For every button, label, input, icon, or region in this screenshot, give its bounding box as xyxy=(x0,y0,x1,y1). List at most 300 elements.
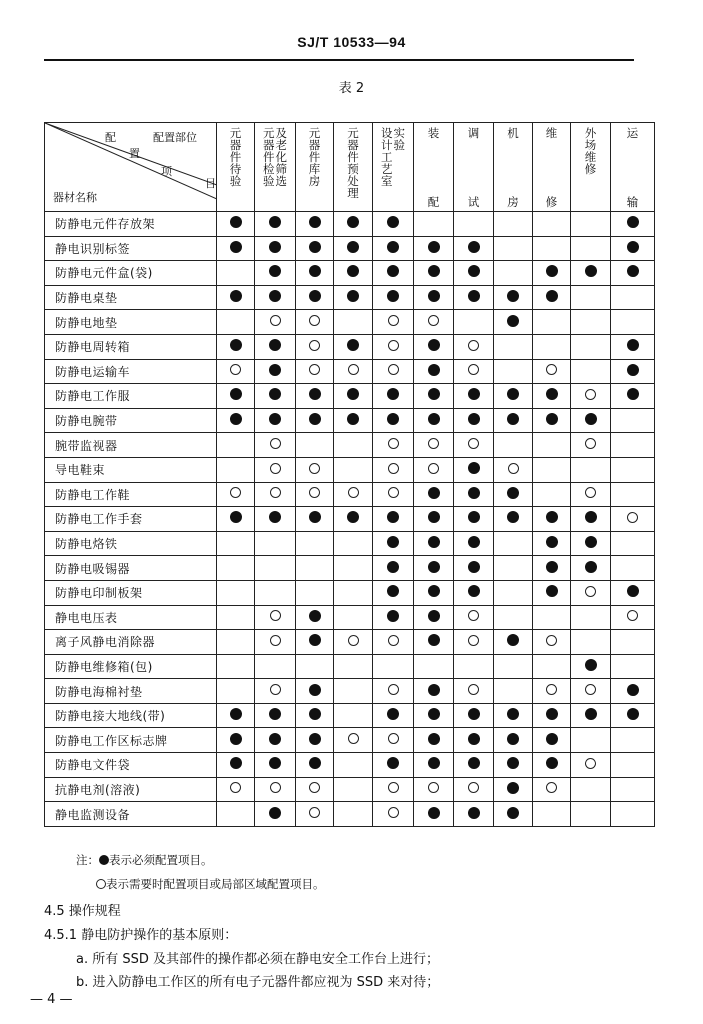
page-number: — 4 — xyxy=(30,992,73,1007)
mark-cell xyxy=(454,777,494,802)
mark-cell xyxy=(334,605,373,630)
hollow-circle-icon xyxy=(388,782,399,793)
table-row xyxy=(45,531,655,556)
filled-circle-icon xyxy=(468,290,480,302)
mark-cell xyxy=(255,433,296,458)
mark-cell xyxy=(414,580,454,605)
mark-cell xyxy=(296,580,334,605)
filled-circle-icon xyxy=(585,265,597,277)
mark-cell xyxy=(414,236,454,261)
mark-cell xyxy=(217,359,255,384)
hollow-circle-icon xyxy=(546,684,557,695)
mark-cell xyxy=(611,630,655,655)
mark-cell xyxy=(296,457,334,482)
header-char: 室 xyxy=(381,174,393,188)
filled-circle-icon xyxy=(507,708,519,720)
filled-circle-icon xyxy=(230,511,242,523)
hollow-circle-icon xyxy=(546,782,557,793)
mark-cell xyxy=(296,802,334,827)
mark-cell xyxy=(533,334,571,359)
header-bottom-char: 修 xyxy=(545,195,558,209)
mark-cell xyxy=(533,654,571,679)
mark-cell xyxy=(454,482,494,507)
filled-circle-icon xyxy=(546,708,558,720)
corner-item-label: 项 xyxy=(161,165,172,178)
mark-cell xyxy=(373,802,414,827)
filled-circle-icon xyxy=(309,413,321,425)
mark-cell xyxy=(494,236,533,261)
mark-cell xyxy=(296,433,334,458)
filled-circle-icon xyxy=(585,413,597,425)
column-header xyxy=(296,123,334,212)
mark-cell xyxy=(611,728,655,753)
mark-cell xyxy=(255,310,296,335)
mark-cell xyxy=(414,285,454,310)
mark-cell xyxy=(494,580,533,605)
mark-cell xyxy=(414,556,454,581)
mark-cell xyxy=(611,408,655,433)
hollow-circle-icon xyxy=(270,487,281,498)
table-row xyxy=(45,802,655,827)
filled-circle-icon xyxy=(468,733,480,745)
mark-cell xyxy=(454,408,494,433)
mark-cell xyxy=(373,384,414,409)
mark-cell xyxy=(217,679,255,704)
mark-cell xyxy=(571,507,611,532)
hollow-circle-icon xyxy=(585,487,596,498)
mark-cell xyxy=(454,531,494,556)
header-top-char: 调 xyxy=(467,126,480,140)
mark-cell xyxy=(454,285,494,310)
mark-cell xyxy=(414,310,454,335)
mark-cell xyxy=(217,753,255,778)
mark-cell xyxy=(217,777,255,802)
header-char: 预 xyxy=(347,162,359,176)
header-bottom-char: 试 xyxy=(467,195,480,209)
mark-cell xyxy=(296,212,334,237)
filled-circle-icon xyxy=(507,315,519,327)
equipment-name: 防静电维修箱(包) xyxy=(45,654,217,679)
filled-circle-icon xyxy=(428,536,440,548)
filled-circle-icon xyxy=(507,634,519,646)
mark-cell xyxy=(571,777,611,802)
header-char: 元 xyxy=(229,126,242,140)
hollow-circle-icon xyxy=(546,364,557,375)
header-char: 场 xyxy=(584,138,597,152)
mark-cell xyxy=(533,507,571,532)
header-char: 设 xyxy=(381,126,393,140)
table-row xyxy=(45,507,655,532)
mark-cell xyxy=(571,457,611,482)
filled-circle-icon xyxy=(428,364,440,376)
hollow-circle-icon xyxy=(309,487,320,498)
mark-cell xyxy=(255,728,296,753)
equipment-name: 导电鞋束 xyxy=(45,457,217,482)
hollow-circle-icon xyxy=(270,782,281,793)
mark-cell xyxy=(414,679,454,704)
mark-cell xyxy=(414,728,454,753)
mark-cell xyxy=(296,310,334,335)
mark-cell xyxy=(373,507,414,532)
column-header xyxy=(611,123,655,212)
header-char: 器 xyxy=(308,138,321,152)
mark-cell xyxy=(334,753,373,778)
mark-cell xyxy=(571,285,611,310)
equipment-name: 防静电接大地线(带) xyxy=(45,703,217,728)
filled-circle-icon xyxy=(387,216,399,228)
hollow-circle-icon xyxy=(348,364,359,375)
filled-circle-icon xyxy=(269,265,281,277)
mark-cell xyxy=(296,703,334,728)
filled-circle-icon xyxy=(585,659,597,671)
mark-cell xyxy=(454,507,494,532)
header-char: 外 xyxy=(584,126,597,140)
table-row xyxy=(45,261,655,286)
mark-cell xyxy=(414,384,454,409)
header-top-char: 机 xyxy=(507,126,519,140)
mark-cell xyxy=(533,310,571,335)
mark-cell xyxy=(571,310,611,335)
mark-cell xyxy=(414,507,454,532)
mark-cell xyxy=(414,482,454,507)
mark-cell xyxy=(414,334,454,359)
mark-cell xyxy=(611,457,655,482)
table-row xyxy=(45,679,655,704)
filled-circle-icon xyxy=(269,364,281,376)
header-rule xyxy=(44,59,634,61)
hollow-circle-icon xyxy=(348,487,359,498)
note-required xyxy=(76,852,213,868)
filled-circle-icon xyxy=(627,388,639,400)
mark-cell xyxy=(255,556,296,581)
mark-cell xyxy=(217,556,255,581)
filled-circle-icon xyxy=(627,585,639,597)
hollow-circle-icon xyxy=(508,463,519,474)
hollow-circle-icon xyxy=(585,586,596,597)
filled-circle-icon xyxy=(546,511,558,523)
mark-cell xyxy=(533,728,571,753)
filled-circle-icon xyxy=(468,462,480,474)
mark-cell xyxy=(611,556,655,581)
mark-cell xyxy=(611,212,655,237)
section-4-5: 4.5 操作规程 xyxy=(44,904,121,919)
mark-cell xyxy=(533,753,571,778)
corner-mid-label: 置 xyxy=(129,147,140,160)
hollow-circle-icon xyxy=(468,782,479,793)
filled-circle-icon xyxy=(387,610,399,622)
filled-circle-icon xyxy=(347,339,359,351)
mark-cell xyxy=(255,334,296,359)
mark-cell xyxy=(414,654,454,679)
mark-cell xyxy=(255,408,296,433)
table-row xyxy=(45,654,655,679)
mark-cell xyxy=(373,753,414,778)
hollow-circle-icon xyxy=(468,340,479,351)
filled-circle-icon xyxy=(387,413,399,425)
filled-circle-icon xyxy=(627,265,639,277)
hollow-circle-icon xyxy=(388,807,399,818)
filled-circle-icon xyxy=(546,536,558,548)
mark-cell xyxy=(255,236,296,261)
section-4-5-1: 4.5.1 静电防护操作的基本原则： xyxy=(44,928,238,943)
filled-circle-icon xyxy=(546,757,558,769)
hollow-circle-icon xyxy=(428,315,439,326)
header-char: 老 xyxy=(275,138,287,152)
header-char: 件 xyxy=(263,150,275,164)
filled-circle-icon xyxy=(546,733,558,745)
header-char: 器 xyxy=(347,138,359,152)
hollow-circle-icon xyxy=(230,782,241,793)
mark-cell xyxy=(217,261,255,286)
table-body xyxy=(45,212,655,827)
mark-cell xyxy=(454,310,494,335)
filled-circle-icon xyxy=(269,511,281,523)
mark-cell xyxy=(255,384,296,409)
mark-cell xyxy=(255,212,296,237)
mark-cell xyxy=(334,507,373,532)
equipment-name: 静电监测设备 xyxy=(45,802,217,827)
hollow-circle-icon xyxy=(270,684,281,695)
mark-cell xyxy=(494,482,533,507)
filled-circle-icon xyxy=(468,585,480,597)
filled-circle-icon xyxy=(546,265,558,277)
mark-cell xyxy=(296,728,334,753)
filled-circle-icon xyxy=(507,413,519,425)
filled-circle-icon xyxy=(230,241,242,253)
table-row xyxy=(45,285,655,310)
mark-cell xyxy=(454,703,494,728)
filled-circle-icon xyxy=(269,733,281,745)
mark-cell xyxy=(373,261,414,286)
mark-cell xyxy=(414,605,454,630)
mark-cell xyxy=(217,802,255,827)
filled-circle-icon xyxy=(387,241,399,253)
filled-circle-icon xyxy=(428,757,440,769)
mark-cell xyxy=(454,359,494,384)
mark-cell xyxy=(571,580,611,605)
mark-cell xyxy=(533,433,571,458)
filled-circle-icon xyxy=(99,855,109,865)
header-top-char: 维 xyxy=(545,126,558,140)
filled-circle-icon xyxy=(269,757,281,769)
note-prefix: 注： xyxy=(76,853,99,867)
filled-circle-icon xyxy=(269,388,281,400)
filled-circle-icon xyxy=(428,610,440,622)
filled-circle-icon xyxy=(309,216,321,228)
hollow-circle-icon xyxy=(388,635,399,646)
mark-cell xyxy=(533,679,571,704)
hollow-circle-icon xyxy=(270,463,281,474)
equipment-name: 静电识别标签 xyxy=(45,236,217,261)
mark-cell xyxy=(533,482,571,507)
filled-circle-icon xyxy=(230,733,242,745)
hollow-circle-icon xyxy=(468,438,479,449)
mark-cell xyxy=(217,408,255,433)
mark-cell xyxy=(454,212,494,237)
filled-circle-icon xyxy=(585,511,597,523)
filled-circle-icon xyxy=(428,585,440,597)
mark-cell xyxy=(533,236,571,261)
mark-cell xyxy=(334,679,373,704)
equipment-name: 腕带监视器 xyxy=(45,433,217,458)
mark-cell xyxy=(255,605,296,630)
filled-circle-icon xyxy=(309,733,321,745)
equipment-name: 防静电桌垫 xyxy=(45,285,217,310)
mark-cell xyxy=(611,654,655,679)
mark-cell xyxy=(334,728,373,753)
filled-circle-icon xyxy=(387,561,399,573)
header-char: 验 xyxy=(263,174,275,188)
mark-cell xyxy=(494,654,533,679)
mark-cell xyxy=(494,359,533,384)
column-header xyxy=(454,123,494,212)
hollow-circle-icon xyxy=(585,684,596,695)
mark-cell xyxy=(494,679,533,704)
note-required-text: 表示必须配置项目。 xyxy=(109,853,213,867)
filled-circle-icon xyxy=(269,708,281,720)
mark-cell xyxy=(255,679,296,704)
mark-cell xyxy=(373,605,414,630)
mark-cell xyxy=(533,384,571,409)
table-row xyxy=(45,728,655,753)
mark-cell xyxy=(373,654,414,679)
header-char: 房 xyxy=(308,174,321,188)
filled-circle-icon xyxy=(627,684,639,696)
filled-circle-icon xyxy=(387,511,399,523)
filled-circle-icon xyxy=(468,757,480,769)
mark-cell xyxy=(217,212,255,237)
mark-cell xyxy=(611,433,655,458)
filled-circle-icon xyxy=(468,511,480,523)
mark-cell xyxy=(255,580,296,605)
equipment-name: 防静电周转箱 xyxy=(45,334,217,359)
filled-circle-icon xyxy=(468,708,480,720)
hollow-circle-icon xyxy=(388,684,399,695)
hollow-circle-icon xyxy=(468,364,479,375)
table-row xyxy=(45,482,655,507)
mark-cell xyxy=(296,384,334,409)
mark-cell xyxy=(611,777,655,802)
mark-cell xyxy=(334,212,373,237)
mark-cell xyxy=(494,433,533,458)
hollow-circle-icon xyxy=(546,635,557,646)
column-header xyxy=(533,123,571,212)
mark-cell xyxy=(611,531,655,556)
filled-circle-icon xyxy=(387,388,399,400)
mark-cell xyxy=(414,408,454,433)
header-char: 器 xyxy=(263,138,275,152)
hollow-circle-icon xyxy=(388,487,399,498)
mark-cell xyxy=(533,212,571,237)
filled-circle-icon xyxy=(428,339,440,351)
filled-circle-icon xyxy=(627,364,639,376)
column-header xyxy=(414,123,454,212)
header-char: 工 xyxy=(381,150,393,164)
mark-cell xyxy=(494,507,533,532)
filled-circle-icon xyxy=(468,241,480,253)
mark-cell xyxy=(454,802,494,827)
mark-cell xyxy=(571,703,611,728)
mark-cell xyxy=(334,580,373,605)
hollow-circle-icon xyxy=(468,610,479,621)
header-bottom-char: 配 xyxy=(427,195,440,209)
filled-circle-icon xyxy=(269,290,281,302)
filled-circle-icon xyxy=(347,413,359,425)
filled-circle-icon xyxy=(347,241,359,253)
header-char: 化 xyxy=(275,150,287,164)
mark-cell xyxy=(296,285,334,310)
header-char: 筛 xyxy=(275,162,287,176)
note-optional xyxy=(96,876,325,892)
header-char: 计 xyxy=(381,138,393,152)
table-row xyxy=(45,236,655,261)
hollow-circle-icon xyxy=(230,364,241,375)
filled-circle-icon xyxy=(428,290,440,302)
mark-cell xyxy=(255,482,296,507)
filled-circle-icon xyxy=(309,511,321,523)
mark-cell xyxy=(334,777,373,802)
header-char: 件 xyxy=(229,150,242,164)
filled-circle-icon xyxy=(347,511,359,523)
filled-circle-icon xyxy=(347,265,359,277)
mark-cell xyxy=(571,212,611,237)
mark-cell xyxy=(217,580,255,605)
table-row xyxy=(45,212,655,237)
mark-cell xyxy=(454,433,494,458)
filled-circle-icon xyxy=(309,708,321,720)
filled-circle-icon xyxy=(230,339,242,351)
mark-cell xyxy=(217,433,255,458)
mark-cell xyxy=(611,384,655,409)
mark-cell xyxy=(454,334,494,359)
header-char: 元 xyxy=(308,126,321,140)
mark-cell xyxy=(334,384,373,409)
equipment-name: 防静电运输车 xyxy=(45,359,217,384)
mark-cell xyxy=(571,753,611,778)
mark-cell xyxy=(533,703,571,728)
equipment-name: 防静电腕带 xyxy=(45,408,217,433)
mark-cell xyxy=(414,531,454,556)
header-char: 处 xyxy=(347,174,359,188)
mark-cell xyxy=(494,777,533,802)
mark-cell xyxy=(217,630,255,655)
mark-cell xyxy=(373,777,414,802)
filled-circle-icon xyxy=(507,807,519,819)
item-a: a. 所有 SSD 及其部件的操作都必须在静电安全工作台上进行； xyxy=(76,952,440,967)
mark-cell xyxy=(533,777,571,802)
hollow-circle-icon xyxy=(309,315,320,326)
mark-cell xyxy=(611,507,655,532)
filled-circle-icon xyxy=(468,807,480,819)
table-row xyxy=(45,630,655,655)
mark-cell xyxy=(611,285,655,310)
filled-circle-icon xyxy=(428,634,440,646)
mark-cell xyxy=(217,310,255,335)
header-char: 理 xyxy=(347,186,359,200)
hollow-circle-icon xyxy=(585,389,596,400)
mark-cell xyxy=(334,408,373,433)
equipment-name: 防静电工作区标志牌 xyxy=(45,728,217,753)
filled-circle-icon xyxy=(309,241,321,253)
mark-cell xyxy=(296,507,334,532)
corner-top-left-label: 配 xyxy=(105,131,116,144)
filled-circle-icon xyxy=(428,241,440,253)
filled-circle-icon xyxy=(309,757,321,769)
config-table xyxy=(44,122,655,827)
filled-circle-icon xyxy=(627,216,639,228)
mark-cell xyxy=(334,654,373,679)
table-row xyxy=(45,433,655,458)
